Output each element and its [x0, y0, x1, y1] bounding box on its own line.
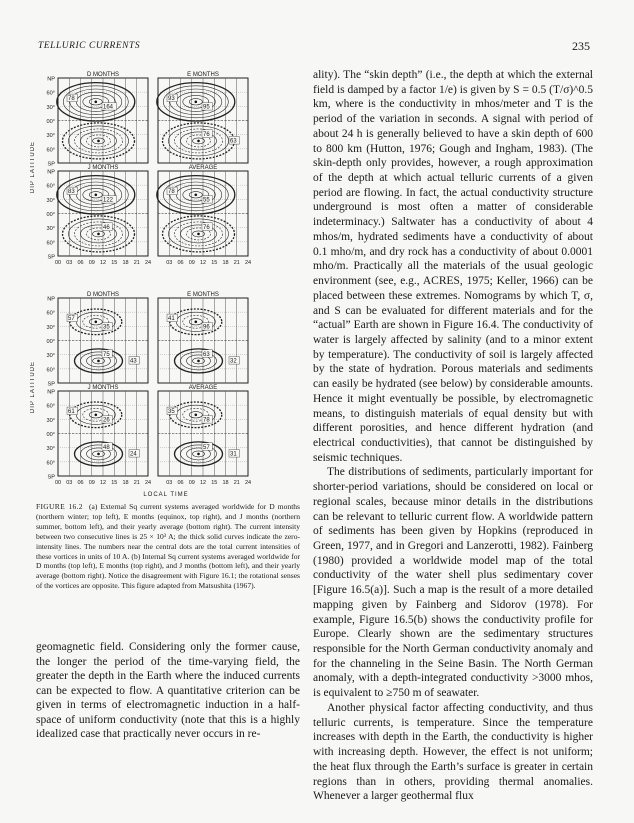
intensity-value: 48	[103, 444, 110, 451]
panel-title: J MONTHS	[87, 165, 119, 171]
intensity-value: 46	[103, 224, 110, 231]
vortex-center	[95, 414, 98, 417]
caption-label: FIGURE 16.2	[36, 502, 83, 511]
intensity-value: 164	[103, 104, 114, 111]
latitude-label: 00°	[46, 432, 55, 438]
intensity-value: 75	[103, 351, 110, 358]
panel-title: J MONTHS	[87, 385, 119, 391]
time-tick: 12	[99, 480, 107, 486]
time-tick: 24	[144, 480, 152, 486]
vortex-center	[197, 140, 200, 143]
intensity-value: 26	[103, 417, 110, 424]
latitude-label: 30°	[46, 446, 55, 453]
intensity-value: 78	[68, 96, 75, 103]
intensity-value: 35	[168, 409, 175, 416]
page-number: 235	[572, 39, 590, 53]
latitude-label: 00°	[46, 212, 55, 218]
vortex-center	[97, 360, 100, 363]
latitude-label: 60°	[46, 310, 55, 317]
latitude-label: 60°	[46, 147, 55, 154]
time-tick: 18	[222, 480, 229, 486]
intensity-value: 43	[130, 358, 137, 365]
time-tick: 15	[111, 260, 118, 266]
panel-title: D MONTHS	[87, 72, 119, 78]
time-tick: 24	[144, 260, 152, 266]
time-tick: 15	[211, 260, 218, 266]
latitude-label: 60°	[46, 460, 55, 467]
caption-text: (a) External Sq current systems averaged worldwide for D months (northern winter; top left), E months (equinox, top right), and J months (northern summer, bottom left), and their yearly average (bottom right). The current intensity between two consecutive lines is 25 × 10³ A; the thick solid curves indicate the zero-intensity lines. The numbers near the central dots are the total current intensities of these vortices in units of 10 A. (b) Internal Sq current systems averaged worldwide for D months (top left), E months (top right), and J months (bottom left), and their yearly average (bottom right). Notice the disagreement with Figure 16.1; the rotational senses of the vortices are opposite. This figure adapted from Matsushita (1967).	[36, 502, 300, 591]
intensity-value: 63	[230, 138, 237, 145]
time-tick: 21	[133, 480, 140, 486]
latitude-label: SP	[47, 254, 55, 261]
vortex-center	[197, 453, 200, 456]
panel-title: AVERAGE	[188, 385, 218, 391]
latitude-label: 30°	[46, 417, 55, 424]
intensity-value: 76	[203, 224, 210, 231]
panel-title: E MONTHS	[187, 292, 219, 298]
time-tick: 03	[166, 260, 173, 266]
latitude-label: NP	[47, 76, 55, 83]
latitude-label: SP	[47, 161, 55, 168]
panel-title: D MONTHS	[87, 292, 119, 298]
y-axis-label: DIP LATITUDE	[30, 360, 36, 414]
vortex-center	[95, 194, 98, 197]
vortex-center	[197, 360, 200, 363]
intensity-value: 78	[203, 417, 210, 424]
panel-title: E MONTHS	[187, 72, 219, 78]
intensity-value: 55	[203, 197, 210, 204]
vortex-center	[197, 233, 200, 236]
time-tick: 03	[166, 480, 173, 486]
intensity-value: 32	[230, 358, 237, 365]
time-tick: 06	[177, 260, 184, 266]
latitude-label: 30°	[46, 104, 55, 111]
latitude-label: 60°	[46, 367, 55, 374]
time-tick: 21	[233, 480, 240, 486]
latitude-label: 30°	[46, 197, 55, 204]
panel-title: AVERAGE	[188, 165, 218, 171]
left-column-text	[36, 640, 300, 742]
intensity-value: 93	[168, 96, 175, 103]
intensity-value: 122	[103, 197, 114, 204]
time-tick: 15	[111, 480, 118, 486]
y-axis-label: DIP LATITUDE	[30, 140, 36, 194]
time-tick: 24	[244, 260, 252, 266]
running-title: TELLURIC CURRENTS	[38, 41, 141, 51]
latitude-label: 30°	[46, 353, 55, 360]
time-tick: 12	[199, 260, 207, 266]
intensity-value: 41	[168, 316, 175, 323]
intensity-value: 76	[203, 131, 210, 138]
time-tick: 15	[211, 480, 218, 486]
time-tick: 18	[222, 260, 229, 266]
intensity-value: 96	[203, 324, 210, 331]
intensity-value: 83	[68, 189, 75, 196]
time-tick: 24	[244, 480, 252, 486]
figure-caption	[36, 502, 300, 591]
time-tick: 21	[133, 260, 140, 266]
latitude-label: NP	[47, 296, 55, 303]
vortex-center	[195, 414, 198, 417]
sq-current-maps	[30, 68, 302, 498]
latitude-label: SP	[47, 474, 55, 481]
time-tick: 09	[188, 480, 195, 486]
time-tick: 18	[122, 480, 129, 486]
time-tick: 21	[233, 260, 240, 266]
right-paragraph-3: Another physical factor affecting conductivity, and thus telluric currents, is temperature. Since the temperature increases with depth in the Earth, the conductivity is higher with increasing depth. However, the effect is not uniform; the heat flux through the Earth’s surface is greater in certain regions than in others, providing thermal anomalies. Whenever a larger geothermal flux	[313, 701, 593, 803]
latitude-label: 30°	[46, 324, 55, 331]
intensity-value: 57	[203, 444, 210, 451]
intensity-value: 57	[68, 316, 75, 323]
vortex-center	[95, 101, 98, 104]
latitude-label: 60°	[46, 183, 55, 190]
latitude-label: SP	[47, 381, 55, 388]
intensity-value: 31	[230, 451, 237, 458]
figure-16-2	[30, 68, 302, 498]
right-paragraph-1: ality). The “skin depth” (i.e., the depth at which the external field is damped by a factor 1/e) is given by S = 0.5 (T/σ)^0.5 km, where is the conductivity in mhos/meter and T is the period of the variation in seconds. A signal with period of about 24 h is generally believed to have a skin depth of 600 to 800 km (Hutton, 1976; Gough and Ingham, 1983). (The skin-depth only provides, however, a rough approximation of the depth at which actual telluric currents of a given period are flowing. In fact, the actual conductivity structure underground is most often a matter of considerable indeterminacy.) Saltwater has a conductivity of about 4 mhos/m, hydrated sediments have a conductivity of about 0.1 mho/m, and dry rock has a conductivity of about 0.0001 mho/m. Practically all the materials of the usual geologic environment (see, e.g., ACRES, 1975; Keller, 1966) can be placed between these extremes. Nomograms by which T, σ, and S can be evaluated for different materials and for the “actual” Earth are shown in Figure 16.4. The conductivity of water is largely affected by salinity (and to a minor extent by temperature). The conductivity of soil is largely affected by the state of hydration. Porous materials and sediments can easily be hydrated (see below) by considerable amounts. Hence it might eventually be possible, by electromagnetic means, to distinguish materials of equal density but with different porosities, and hence different hydration (and electrical conductivities), that cannot be distinguished by seismic techniques.	[313, 69, 593, 464]
time-tick: 12	[199, 480, 207, 486]
intensity-value: 61	[68, 409, 75, 416]
time-tick: 00	[54, 260, 62, 266]
x-axis-label: LOCAL TIME	[143, 492, 189, 498]
time-tick: 06	[77, 260, 84, 266]
intensity-value: 63	[203, 351, 210, 358]
vortex-center	[95, 321, 98, 324]
latitude-label: NP	[47, 389, 55, 396]
time-tick: 00	[54, 480, 62, 486]
latitude-label: 60°	[46, 403, 55, 410]
time-tick: 09	[188, 260, 195, 266]
intensity-value: 35	[103, 324, 110, 331]
latitude-label: 30°	[46, 226, 55, 233]
right-column-text	[313, 68, 593, 804]
vortex-center	[97, 453, 100, 456]
time-tick: 06	[177, 480, 184, 486]
latitude-label: 00°	[46, 119, 55, 125]
time-tick: 03	[66, 260, 73, 266]
time-tick: 06	[77, 480, 84, 486]
vortex-center	[195, 101, 198, 104]
latitude-label: 30°	[46, 133, 55, 140]
intensity-value: 78	[168, 189, 175, 196]
time-tick: 12	[99, 260, 107, 266]
time-tick: 03	[66, 480, 73, 486]
time-tick: 09	[88, 480, 95, 486]
vortex-center	[195, 321, 198, 324]
time-tick: 18	[122, 260, 129, 266]
time-tick: 09	[88, 260, 95, 266]
intensity-value: 24	[130, 451, 137, 458]
latitude-label: NP	[47, 169, 55, 176]
vortex-center	[97, 140, 100, 143]
right-paragraph-2: The distributions of sediments, particularly important for shorter-period variations, should be considered on local or regional scales, because minor details in the distributions can be relevant to telluric current flow. A worldwide pattern of sediments has been given by Hopkins (reproduced in Green, 1977, and in Gregori and Lanzerotti, 1982). Fainberg (1980) provided a worldwide model map of the total conductivity of the water shell plus sedimentary cover [Figure 16.5(a)]. Such a map is the result of a more detailed mapping given by Fainberg and Sidorov (1978). For example, Figure 16.5(b) shows the conductivity profile for Europe. Clearly shown are the sedimentary structures responsible for the North German conductivity anomaly and for the channeling in the Seine Basin. The North German anomaly, with a depth-integrated conductivity >3000 mhos, is equivalent to ≥750 m of seawater.	[313, 466, 593, 700]
intensity-value: 95	[203, 104, 210, 111]
latitude-label: 00°	[46, 339, 55, 345]
latitude-label: 60°	[46, 240, 55, 247]
latitude-label: 60°	[46, 90, 55, 97]
vortex-center	[195, 194, 198, 197]
left-paragraph: geomagnetic field. Considering only the former cause, the longer the period of the time-varying field, the greater the depth in the Earth where the induced currents can be expected to flow. A quantitative criterion can be given in terms of electromagnetic induction in a half-space of uniform conductivity (note that this is a highly idealized case that practically never occurs in re-	[36, 641, 300, 741]
vortex-center	[97, 233, 100, 236]
